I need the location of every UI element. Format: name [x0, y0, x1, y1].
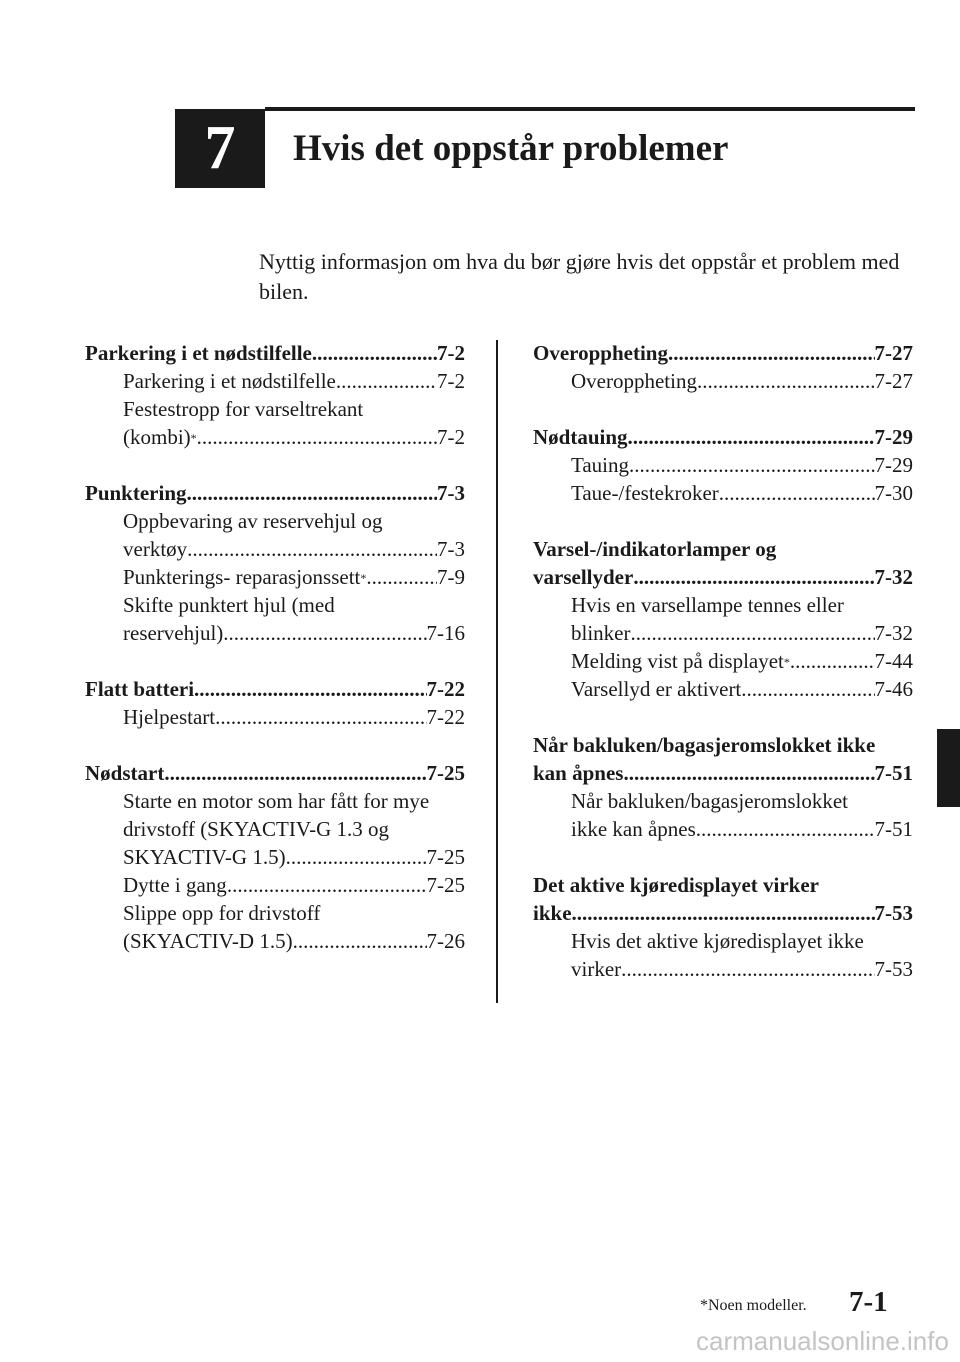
toc-entry-title: Tauing [571, 453, 630, 477]
dot-leader [223, 619, 426, 647]
toc-entry-line: Festestropp for varseltrekant [123, 397, 364, 421]
dot-leader [790, 647, 875, 675]
toc-section-heading[interactable] [85, 759, 465, 787]
toc-entry-title: Melding vist på displayet [571, 649, 784, 673]
toc-section-heading-title: Flatt batteri [85, 677, 195, 701]
watermark: carmanualsonline.info [696, 1326, 949, 1356]
toc-entry-page: 7-9 [437, 565, 465, 589]
toc-section [533, 871, 913, 983]
dot-leader [719, 479, 875, 507]
toc-section-heading-title: ikke [533, 901, 572, 925]
toc-entry[interactable] [571, 675, 913, 703]
toc-entry[interactable]: Punkterings- reparasjonssett * ..... 7-9 [123, 563, 465, 591]
toc-entry-title: Hjelpestart [123, 705, 216, 729]
toc-entry[interactable] [571, 815, 913, 843]
toc-entry[interactable] [123, 367, 465, 395]
toc-entry-title: ikke kan åpnes [571, 817, 696, 841]
dot-leader [187, 479, 437, 507]
toc-entry-line: Slippe opp for drivstoff [123, 901, 321, 925]
toc-entry-page: 7-53 [874, 957, 913, 981]
dot-leader [628, 423, 875, 451]
toc-entry[interactable] [123, 619, 465, 647]
dot-leader [194, 675, 426, 703]
toc-entry[interactable] [571, 451, 913, 479]
toc-section-heading[interactable] [85, 479, 465, 507]
toc-section-heading[interactable] [533, 563, 913, 591]
dot-leader [227, 871, 427, 899]
dot-leader [286, 843, 427, 871]
toc-entry-page: 7-3 [437, 537, 465, 561]
toc-section-heading[interactable] [533, 759, 913, 787]
toc-section-heading-page: 7-32 [874, 565, 913, 589]
toc-entry-page: 7-2 [437, 369, 465, 393]
toc-entry-title: Taue-/festekroker [571, 481, 719, 505]
toc-entry-title: Punkterings- reparasjonssett [123, 565, 361, 589]
dot-leader [336, 367, 437, 395]
toc-section-heading-title: Overoppheting [533, 341, 668, 365]
toc-column-left [85, 339, 465, 983]
toc-section-heading[interactable] [85, 339, 465, 367]
toc-entry-title: virker [571, 957, 622, 981]
toc-entry[interactable] [571, 619, 913, 647]
toc-entry[interactable] [123, 703, 465, 731]
dot-leader [633, 563, 874, 591]
toc-entry-title: Parkering i et nødstilfelle [123, 369, 336, 393]
toc-entry-page: 7-46 [874, 677, 913, 701]
toc-entry-title: Overoppheting [571, 369, 697, 393]
toc-entry[interactable] [123, 843, 465, 871]
toc-section [533, 339, 913, 395]
dot-leader [572, 899, 875, 927]
toc-section-heading[interactable] [533, 423, 913, 451]
toc-entry-line: Når bakluken/bagasjeromslokket [571, 789, 848, 813]
dot-leader [630, 619, 874, 647]
toc-entry[interactable] [123, 871, 465, 899]
page-number: 7-1 [849, 1286, 888, 1318]
toc-section [85, 675, 465, 731]
toc-entry-line: Hvis en varsellampe tennes eller [571, 593, 844, 617]
toc-entry-page: 7-16 [426, 621, 465, 645]
toc-column-right [533, 339, 913, 1011]
toc-section-heading[interactable] [533, 899, 913, 927]
toc-entry[interactable] [123, 927, 465, 955]
toc-entry-page: 7-26 [426, 929, 465, 953]
toc-section-heading-page: 7-25 [426, 761, 465, 785]
dot-leader [623, 759, 874, 787]
dot-leader [312, 339, 437, 367]
toc-entry-page: 7-22 [426, 705, 465, 729]
toc-entry-title: SKYACTIV-G 1.5) [123, 845, 286, 869]
toc-section-heading-title: varsellyder [533, 565, 634, 589]
toc-entry[interactable] [123, 535, 465, 563]
dot-leader [187, 535, 437, 563]
toc-entry-title: (kombi) [123, 425, 191, 449]
toc-entry[interactable]: (kombi) * ..... 7-2 [123, 423, 465, 451]
toc-entry[interactable] [571, 955, 913, 983]
toc-section-heading-page: 7-51 [874, 761, 913, 785]
toc-section-heading-line: Varsel-/indikatorlamper og [533, 537, 777, 561]
toc-section-heading-page: 7-53 [874, 901, 913, 925]
column-divider [496, 340, 498, 1003]
toc-section-heading-page: 7-2 [437, 341, 465, 365]
toc-entry-line: Oppbevaring av reservehjul og [123, 509, 383, 533]
toc-section-heading-page: 7-3 [437, 481, 465, 505]
toc-entry-page: 7-25 [426, 873, 465, 897]
chapter-intro: Nyttig informasjon om hva du bør gjøre hvis det oppstår et problem med bilen. [259, 249, 900, 304]
toc-section-heading-line: Når bakluken/bagasjeromslokket ikke [533, 733, 876, 757]
toc-entry[interactable] [571, 367, 913, 395]
toc-section-heading-page: 7-22 [426, 677, 465, 701]
toc-section-heading-title: kan åpnes [533, 761, 624, 785]
chapter-number-box [175, 109, 265, 188]
dot-leader [668, 339, 875, 367]
toc-section [85, 339, 465, 451]
toc-entry-page: 7-30 [874, 481, 913, 505]
toc-entry-page: 7-51 [874, 817, 913, 841]
toc-entry[interactable] [571, 479, 913, 507]
toc-entry-line: drivstoff (SKYACTIV-G 1.3 og [123, 817, 390, 841]
toc-section-heading[interactable] [85, 675, 465, 703]
toc-section-heading-title: Nødtauing [533, 425, 628, 449]
toc-entry-page: 7-27 [874, 369, 913, 393]
toc-section-heading-page: 7-27 [874, 341, 913, 365]
toc-section [533, 535, 913, 703]
toc-section-heading[interactable] [533, 339, 913, 367]
toc-entry-page: 7-29 [874, 453, 913, 477]
dot-leader [293, 927, 427, 955]
dot-leader [197, 423, 437, 451]
toc-entry-line: Starte en motor som har fått for mye [123, 789, 430, 813]
toc-entry[interactable]: Melding vist på displayet * ..... 7-44 [571, 647, 913, 675]
chapter-number: 7 [204, 114, 236, 182]
dot-leader [741, 675, 874, 703]
toc-entry-title: Dytte i gang [123, 873, 227, 897]
toc-section-heading-page: 7-29 [874, 425, 913, 449]
toc-entry-page: 7-2 [437, 425, 465, 449]
toc-section [533, 423, 913, 507]
toc-entry-title: reservehjul) [123, 621, 224, 645]
toc-section [533, 731, 913, 843]
footnote: *Noen modeller. [700, 1297, 807, 1314]
toc-entry-title: Varsellyd er aktivert [571, 677, 742, 701]
dot-leader [164, 759, 426, 787]
toc-entry-line: Skifte punktert hjul (med [123, 593, 335, 617]
chapter-title-rule [265, 107, 915, 111]
toc-entry-page: 7-44 [874, 649, 913, 673]
dot-leader [697, 367, 875, 395]
toc-section [85, 759, 465, 955]
toc-entry-title: verktøy [123, 537, 188, 561]
dot-leader [696, 815, 875, 843]
toc-section-heading-title: Nødstart [85, 761, 165, 785]
toc-section-heading-line: Det aktive kjøredisplayet virker [533, 873, 819, 897]
toc-section-heading-title: Punktering [85, 481, 187, 505]
dot-leader [215, 703, 426, 731]
dot-leader [621, 955, 874, 983]
dot-leader [366, 563, 437, 591]
dot-leader [629, 451, 874, 479]
toc-entry-title: blinker [571, 621, 631, 645]
toc-entry-page: 7-32 [874, 621, 913, 645]
toc-section [85, 479, 465, 647]
toc-entry-title: (SKYACTIV-D 1.5) [123, 929, 293, 953]
chapter-side-tab [937, 729, 960, 807]
toc-entry-line: Hvis det aktive kjøredisplayet ikke [571, 929, 864, 953]
toc-entry-page: 7-25 [426, 845, 465, 869]
chapter-title: Hvis det oppstår problemer [293, 128, 729, 169]
toc-section-heading-title: Parkering i et nødstilfelle [85, 341, 312, 365]
